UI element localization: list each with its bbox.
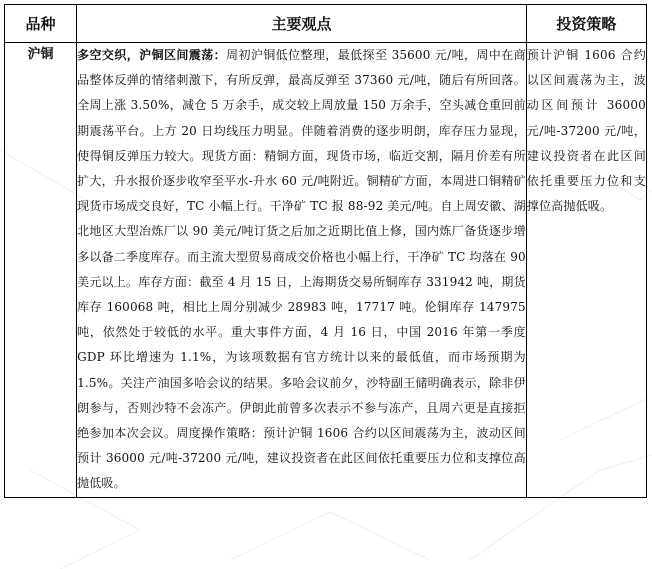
futures-analysis-table	[4, 4, 647, 498]
table-row	[5, 43, 647, 498]
main-view-body: 周初沪铜低位整理，最低探至 35600 元/吨，周中在商品整体反弹的情绪刺激下，有所反弹，最高反弹至 37360 元/吨，随后有所回落。全周上涨 3.50%，减仓 5 万余手，成交较上周放量 150 万余手，空头减仓重回前期震荡平台。上方 20 日均线压力明显。伴随着消费的逐步明朗，库存压力显现，使得铜反弹压力较大。现货方面：精铜方面，现货市场，临近交割，隔月价差有所扩大，升水报价逐步收窄至平水-升水 60 元/吨附近。铜精矿方面，本周进口铜精矿现货市场成交良好，TC 小幅上行。干净矿 TC 报 88-92 美元/吨。自上周安徽、湖北地区大型冶炼厂以 90 美元/吨订货之后加之近期比值上修，国内炼厂备货逐步增多以备二季度库存。而主流大型贸易商成交价格也小幅上行，干净矿 TC 均落在 90 美元以上。库存方面：截至 4 月 15 日，上海期货交易所铜库存 331942 吨，期货库存 160068 吨，相比上周分别减少 28983 吨，17717 吨。伦铜库存 147975 吨，依然处于较低的水平。重大事件方面，4 月 16 日，中国 2016 年第一季度 GDP 环比增速为 1.1%，为该项数据有官方统计以来的最低值，而市场预期为 1.5%。关注产油国多哈会议的结果。多哈会议前夕，沙特副王储明确表示，除非伊朗参与，否则沙特不会冻产。伊朗此前曾多次表示不参与冻产，且周六更是直接拒绝参加本次会议。周度操作策略：预计沪铜 1606 合约以区间震荡为主，波动区间预计 36000 元/吨-37200 元/吨，建议投资者在此区间依托重要压力位和支撑位高抛低吸。	[77, 48, 526, 491]
main-view-lead: 多空交织，沪铜区间震荡：	[77, 48, 227, 62]
variety-cell: 沪铜	[5, 43, 77, 498]
main-view-paragraph	[77, 43, 526, 497]
header-main-view: 主要观点	[77, 5, 527, 43]
header-strategy: 投资策略	[526, 5, 646, 43]
strategy-cell	[526, 43, 646, 498]
header-variety: 品种	[5, 5, 77, 43]
table-header-row	[5, 5, 647, 43]
main-view-cell	[77, 43, 527, 498]
strategy-text: 预计沪铜 1606 合约以区间震荡为主，波动区间预计 36000 元/吨-37200 元/吨，建议投资者在此区间依托重要压力位和支撑位高抛低吸。	[526, 48, 646, 214]
